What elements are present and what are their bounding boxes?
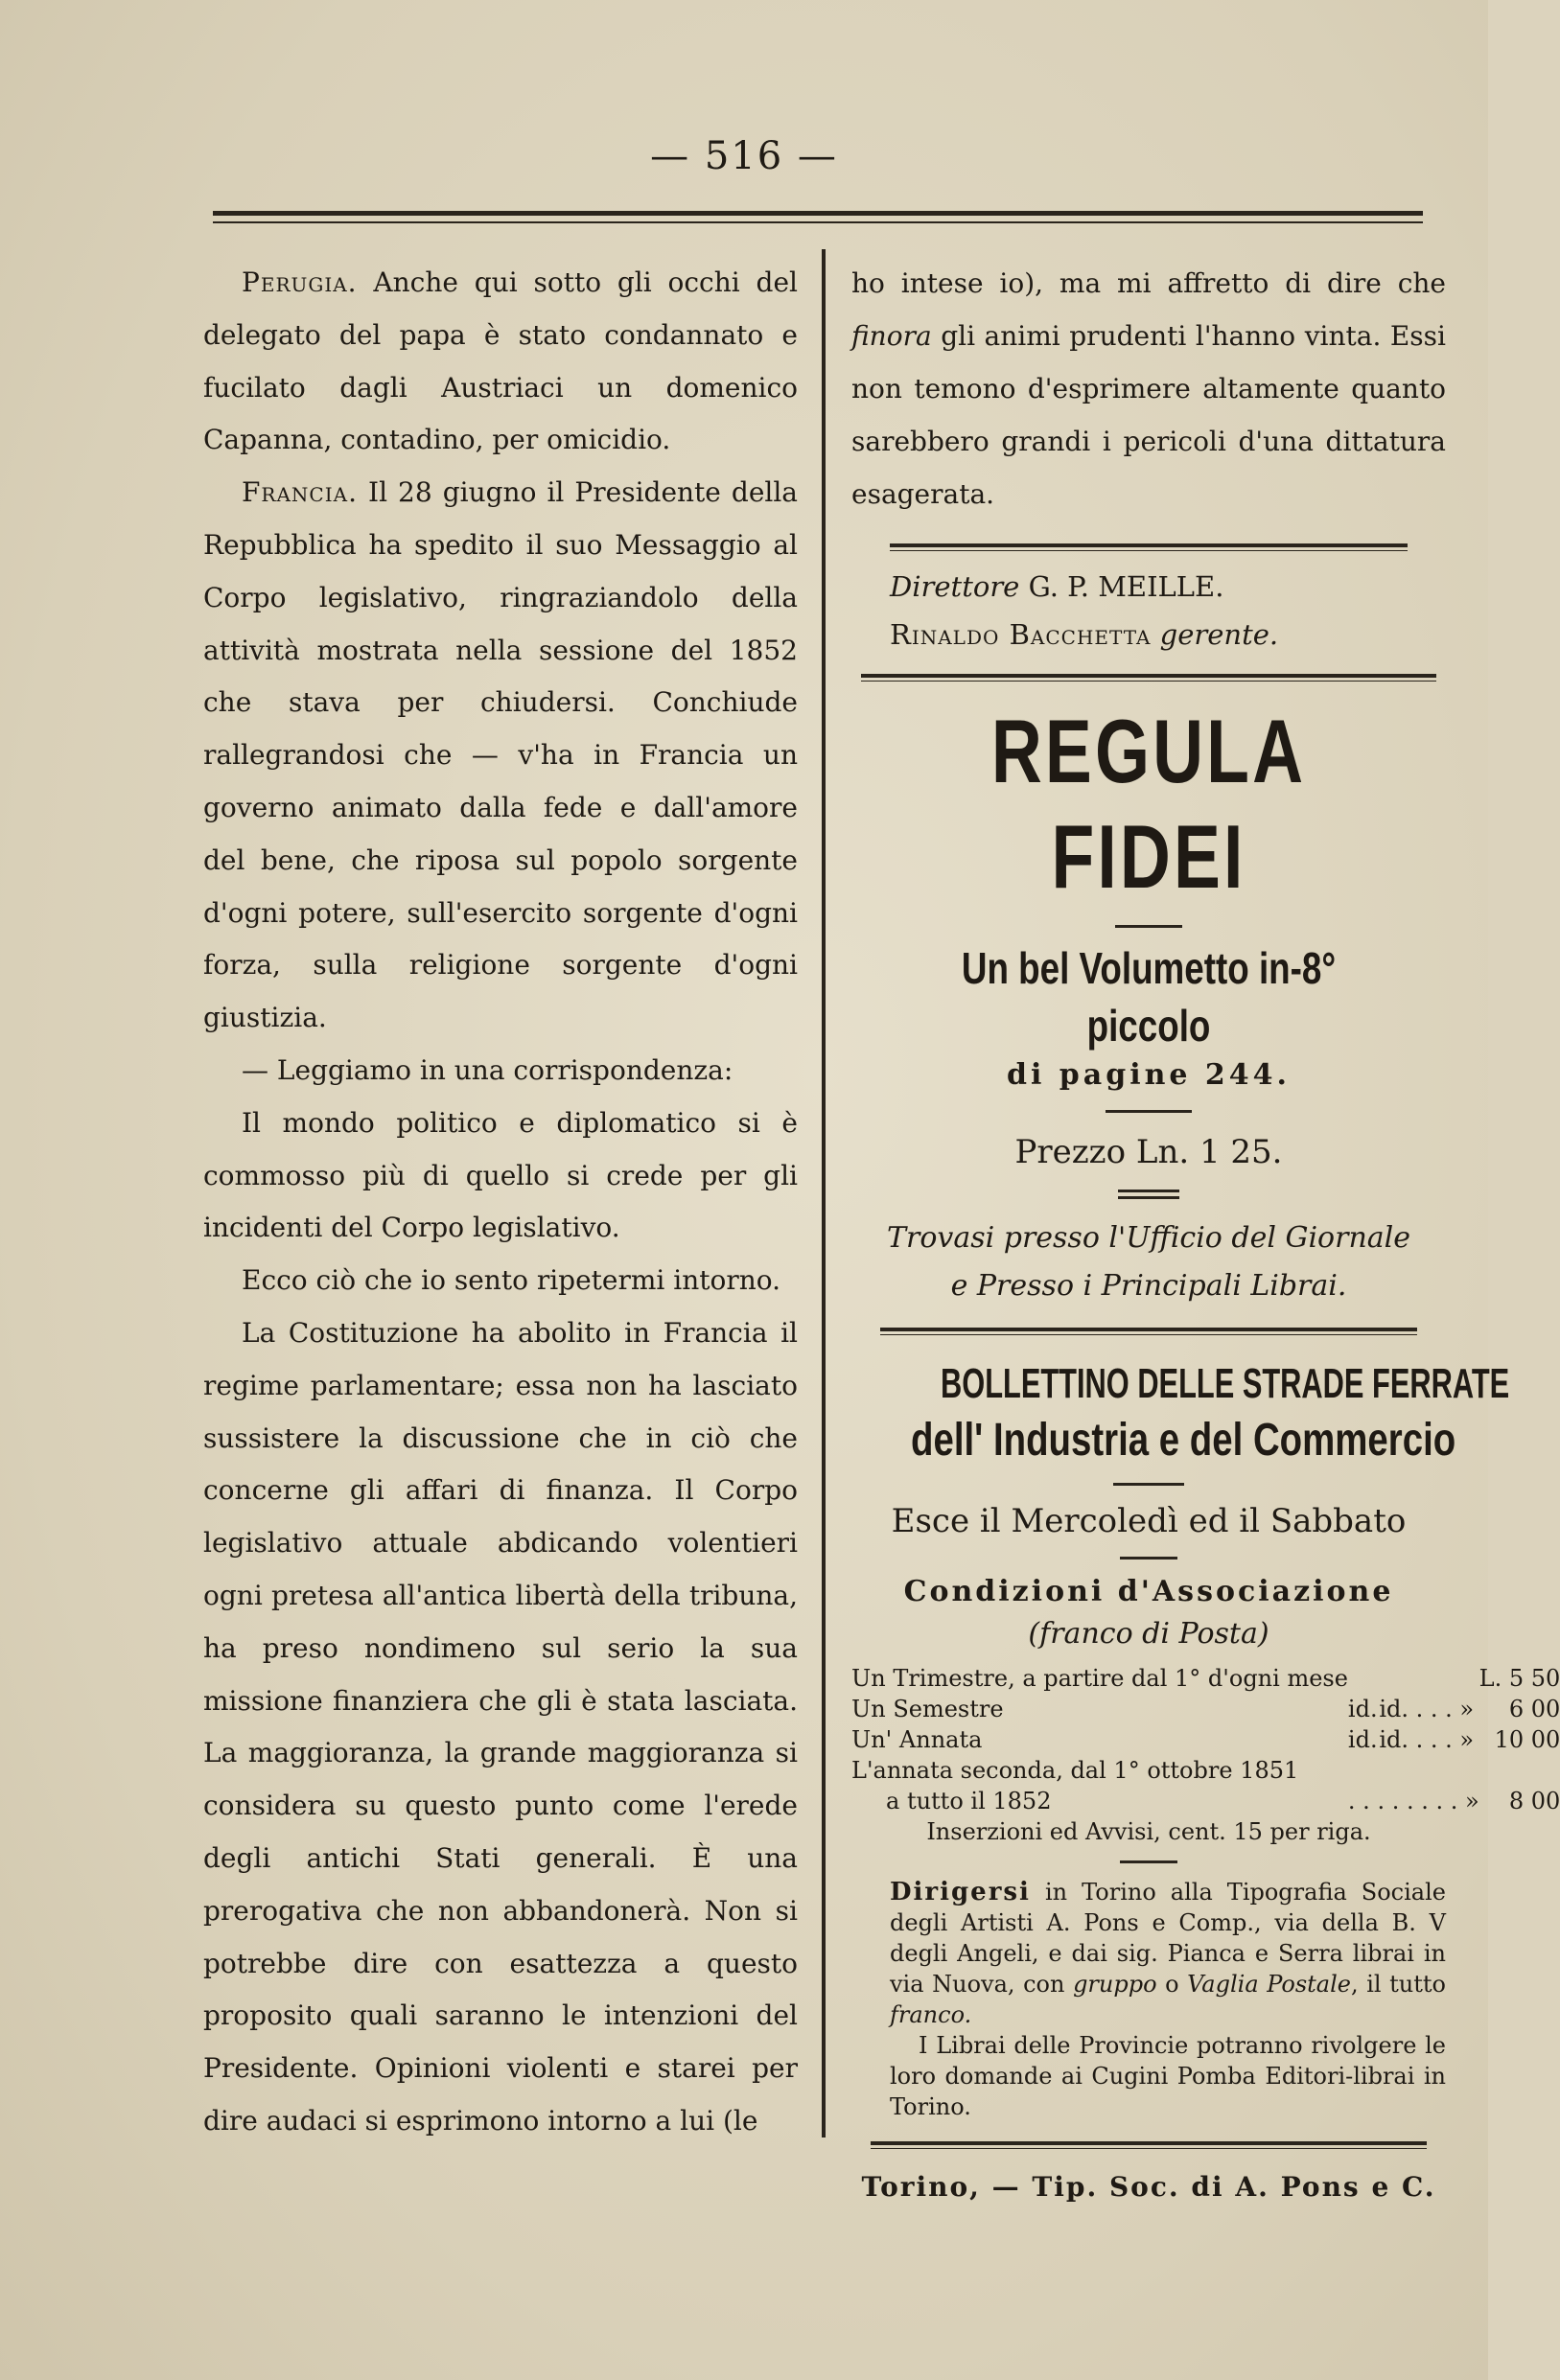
ad1-volume: Un bel Volumetto in-8° piccolo [961,943,1337,1051]
dirigersi-text-b: , il tutto [1351,1971,1446,1998]
perugia-paragraph [203,257,798,467]
ad2-short-rule-3 [1120,1860,1177,1863]
rate-mid: . . . . . . . . » [1347,1788,1479,1814]
francia-paragraph [203,467,798,1045]
paragraph-costituzione: La Costituzione ha abolito in Francia il regime parlamentare; essa non ha lasciato sussistere la discussione che in ciò che concerne gli affari di finanza. Il Corpo legislativo attuale abdicando volentieri ogni pretesa all'antica libertà della tribuna, ha preso nondimeno sul serio la sua missione finanziera che gli è stata lasciata. La maggioranza, la grande maggioranza si considera su questo punto come l'erede degli antichi Stati generali. È una prerogativa che non abbandonerà. Non si potrebbe dire con esattezza a questo proposito quali saranno le intenzioni del Presidente. Opinioni violenti e starei per dire audaci si esprimono intorno a lui (le [203,1316,798,2137]
paragraph-mondo-politico: Il mondo politico e diplomatico si è commosso più di quello si crede per gli incidenti del Corpo legislativo. [203,1106,798,1244]
ad2-top-rule [880,1328,1417,1335]
regula-fidei-ad [851,699,1446,1310]
rate-price: L. 5 50 [1479,1665,1560,1692]
ad1-short-rule-4 [1118,1196,1179,1199]
printer-imprint: Torino, — Tip. Soc. di A. Pons e C. [861,2171,1436,2203]
signature-block [890,563,1446,659]
rate-mid: id. [1347,1726,1378,1753]
ad2-short-rule-2 [1120,1557,1177,1560]
imprint-rule [871,2141,1427,2149]
ad2-franco: (franco di Posta) [1028,1617,1269,1651]
ad2-librai: I Librai delle Provincie potranno rivolgere le loro domande ai Cugini Pomba Editori-librai in Torino. [890,2032,1446,2120]
manager-name: Rinaldo Bacchetta [890,618,1152,651]
dirigersi-text-a: in Torino alla Tipografia Sociale degli Artisti A. Pons e Comp., via della B. V degli Angeli, e dai sig. Pianca e Serra librai in via Nuova, con [890,1879,1446,1998]
ad2-dirigersi [890,1877,1446,2030]
rate-row [851,1755,1560,1786]
ad1-where-line2: e Presso i Principali Librai. [950,1269,1347,1303]
ad1-top-rule [861,674,1436,682]
ad2-conditions: Condizioni d'Associazione [903,1575,1394,1608]
manager-line [890,611,1446,659]
rate-label: Un' Annata [851,1726,983,1753]
dirigersi-gruppo: gruppo [1073,1971,1157,1998]
continuation-after: gli animi prudenti l'hanno vinta. Essi non temono d'esprimere altamente quanto sarebbero grandi i pericoli d'una dittatura esagerata. [851,320,1446,510]
rate-price: 8 00 [1508,1788,1560,1814]
page-number: — 516 — [650,134,838,178]
header-rule [213,211,1423,223]
dirigersi-vaglia: Vaglia Postale [1187,1971,1351,1998]
bollettino-ad [851,1356,1560,2122]
rate-row [851,1724,1560,1755]
continuation-italic: finora [851,320,932,352]
ad2-insertions: Inserzioni ed Avvisi, cent. 15 per riga. [926,1818,1371,1845]
ad1-short-rule-3 [1118,1190,1179,1192]
rate-dots [1379,1663,1479,1694]
rate-label: L'annata seconda, dal 1° ottobre 1851 [851,1757,1299,1784]
continuation-before: ho intese io), ma mi affretto di dire che [851,267,1446,299]
perugia-text: Anche qui sotto gli occhi del delegato del papa è stato condannato e fucilato dagli Austriaci un domenico Capanna, contadino, per omicidio. [203,266,798,456]
rate-price: 6 00 [1508,1696,1560,1722]
signature-rule [890,543,1408,551]
dirigersi-franco: franco. [890,2001,972,2028]
column-divider [822,249,826,2137]
rate-label: a tutto il 1852 [886,1788,1052,1814]
perugia-label: Perugia. [242,266,358,298]
ad1-where-line1: Trovasi presso l'Ufficio del Giornale [886,1221,1411,1255]
francia-label: Francia. [242,476,358,509]
article-continuation [851,257,1446,520]
director-line [890,563,1446,611]
rate-row [851,1786,1560,1816]
subscription-rates-table [851,1663,1560,1816]
manager-label: gerente. [1159,618,1279,651]
ad2-short-rule [1113,1483,1184,1486]
ad2-subtitle: dell' Industria e del Commercio [911,1415,1456,1466]
director-label: Direttore [890,570,1020,603]
francia-text: Il 28 giugno il Presidente della Repubblica ha spedito il suo Messaggio al Corpo legislativo, ringraziandolo della attività mostrata nella sessione del 1852 che stava per chiudersi. Conchiude rallegrandosi che — v'ha in Francia un governo animato dalla fede e dall'amore del bene, che riposa sul popolo sorgente d'ogni potere, sull'esercito sorgente d'ogni forza, sulla religione sorgente d'ogni giustizia. [203,476,798,1034]
ad2-title: BOLLETTINO DELLE STRADE FERRATE [941,1360,1510,1407]
rate-row [851,1663,1560,1694]
ad1-short-rule [1115,925,1182,928]
corrispondenza-intro: — Leggiamo in una corrispondenza: [242,1053,733,1086]
rate-dots: id. . . . » [1379,1726,1475,1753]
ad1-title: REGULA FIDEI [990,701,1307,907]
rate-dots: id. . . . » [1379,1696,1475,1722]
rate-row [851,1694,1560,1724]
rate-label: Un Semestre [851,1696,1004,1722]
dirigersi-word: Dirigersi [890,1878,1031,1906]
ad1-pages: di pagine 244. [1006,1058,1291,1092]
dirigersi-o: o [1165,1971,1179,1998]
ad1-price: Prezzo Ln. 1 25. [1014,1133,1283,1171]
rate-mid: id. [1347,1696,1378,1722]
director-name: G. P. MEILLE. [1028,570,1224,603]
rate-mid [1348,1663,1379,1694]
rate-label: Un Trimestre, a partire dal 1° d'ogni mese [851,1665,1348,1692]
right-column [851,257,1560,2208]
ad2-schedule: Esce il Mercoledì ed il Sabbato [891,1502,1407,1540]
rate-price: 10 00 [1494,1726,1560,1753]
paragraph-ecco: Ecco ciò che io sento ripetermi intorno. [242,1264,781,1297]
left-column [203,257,798,2148]
ad1-short-rule-2 [1106,1110,1192,1113]
